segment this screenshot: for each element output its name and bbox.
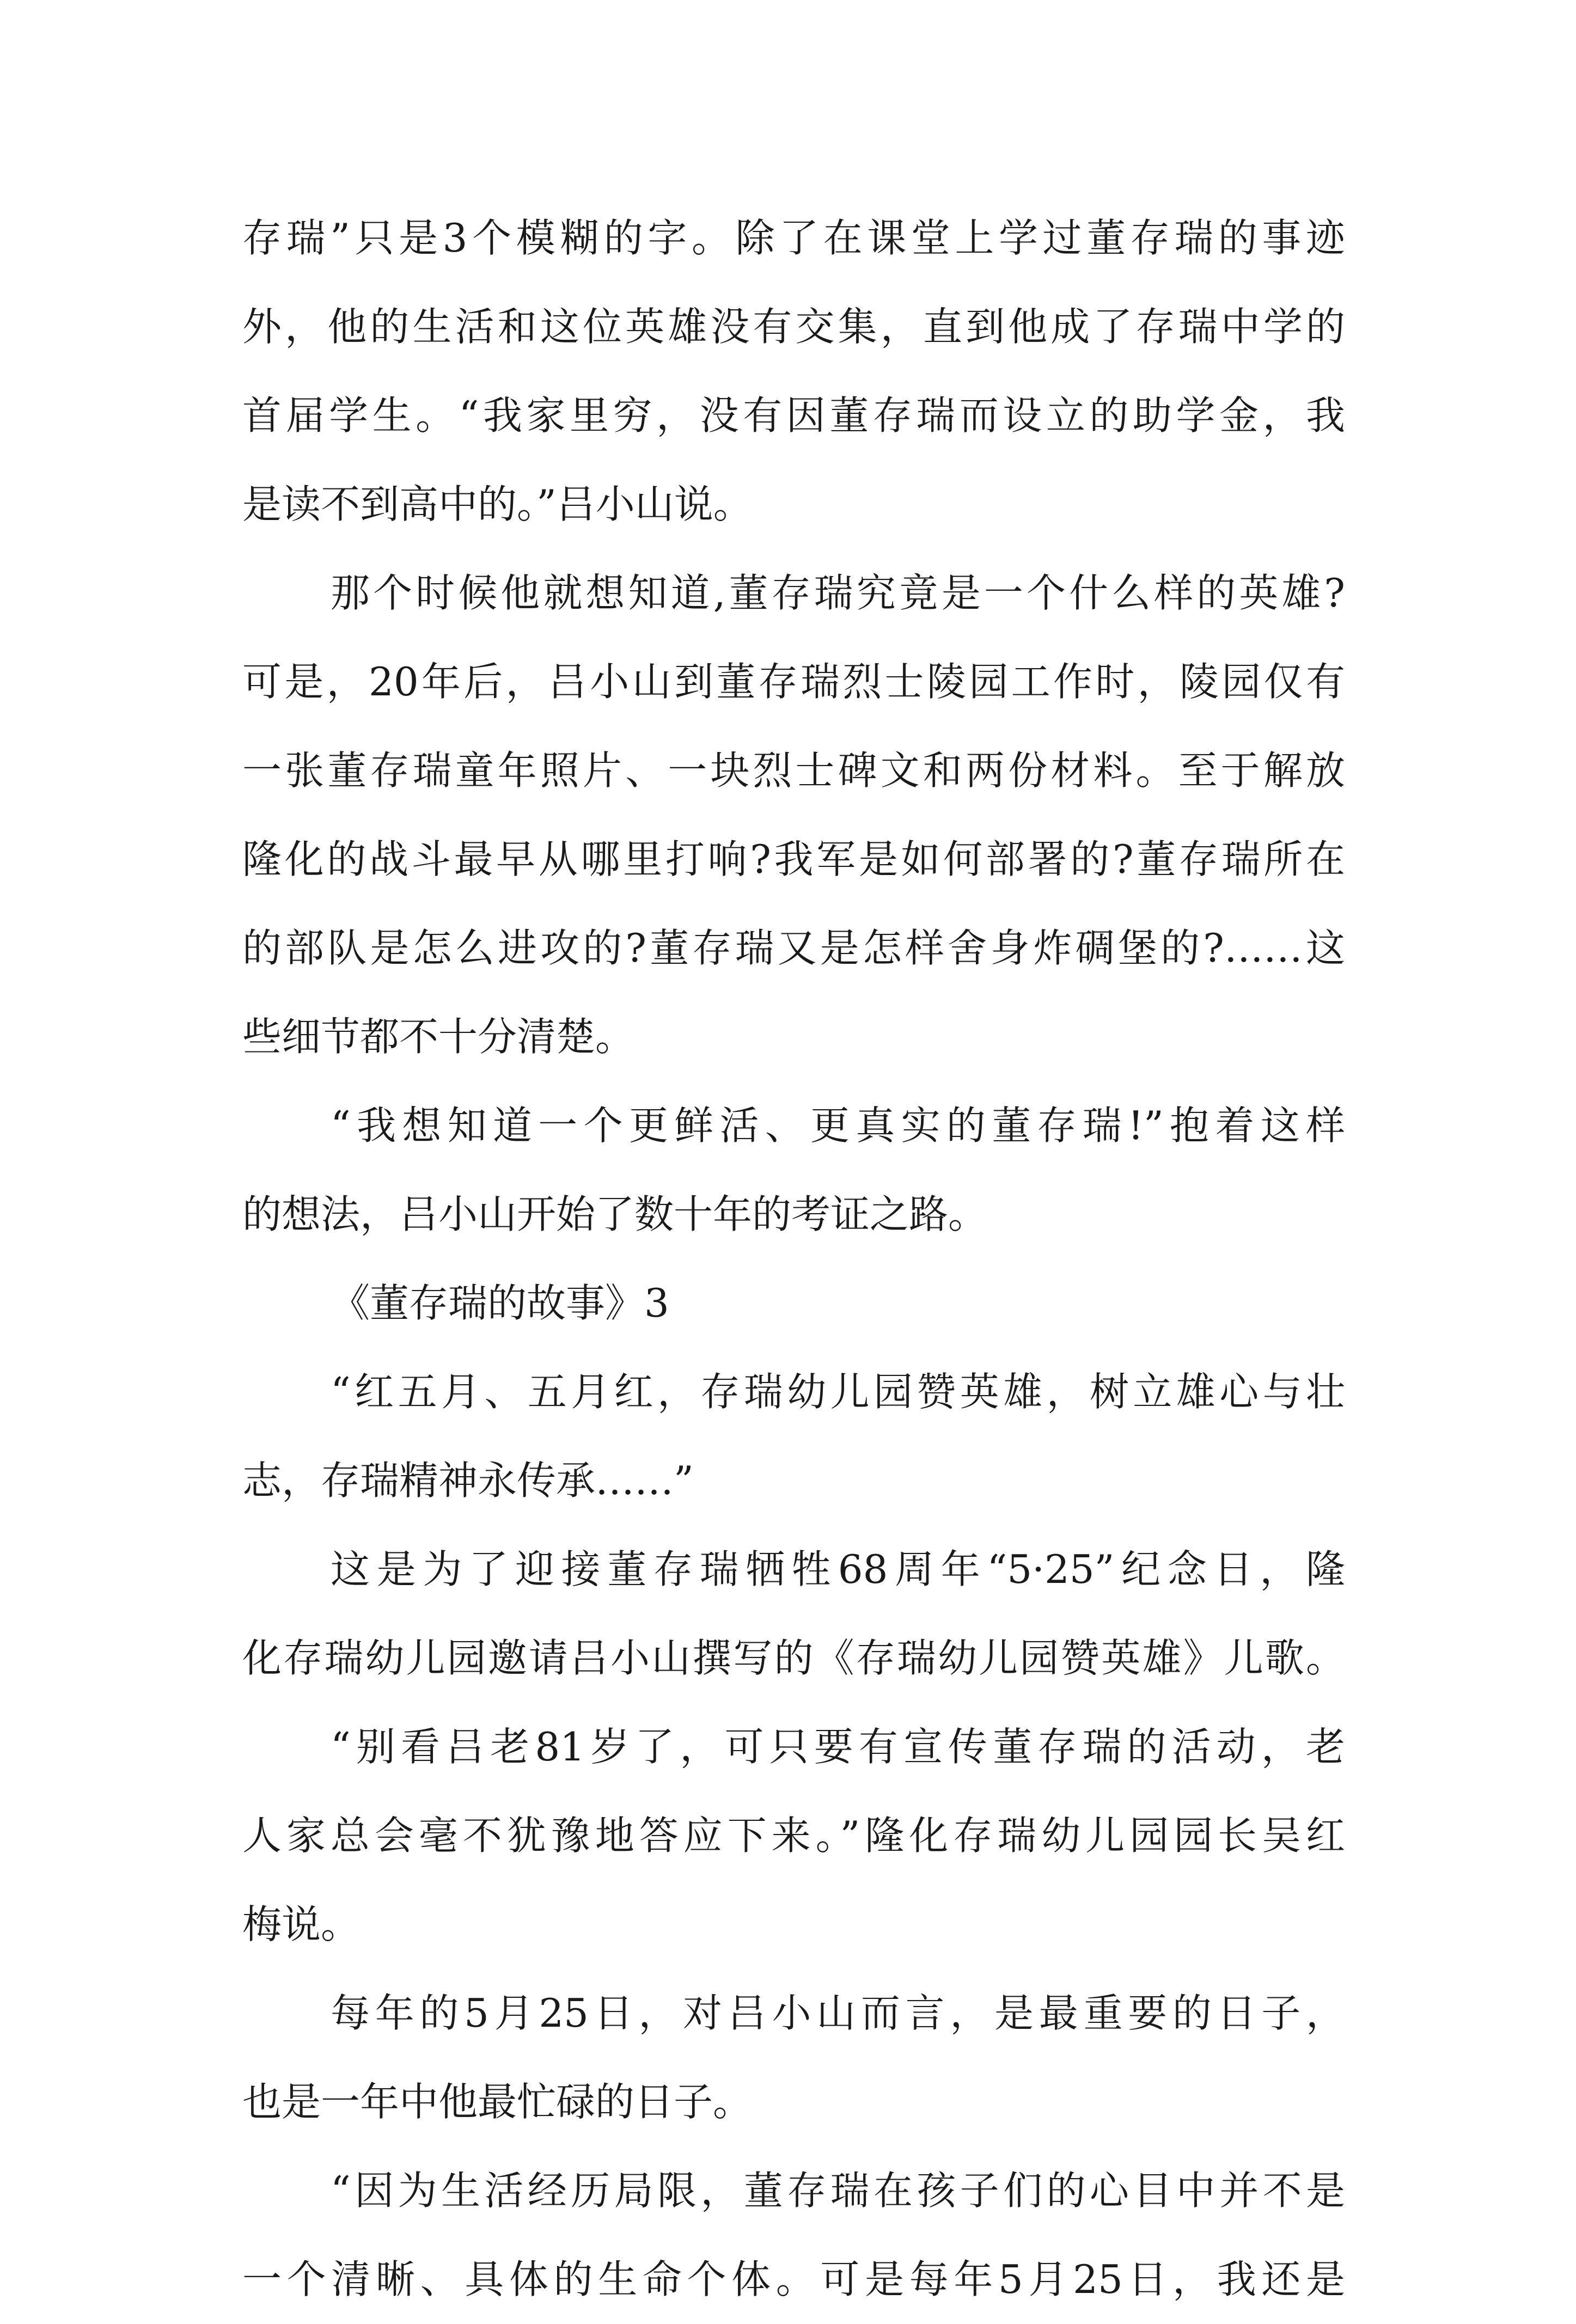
text-line: 每年的5月25日，对吕小山而言，是最重要的日子，: [331, 1990, 1345, 2036]
text-line: 是读不到高中的。”吕小山说。: [242, 481, 753, 527]
text-line: 隆化的战斗最早从哪里打响?我军是如何部署的?董存瑞所在: [242, 836, 1345, 882]
text-line: 的部队是怎么进攻的?董存瑞又是怎样舍身炸碉堡的?……这: [242, 925, 1345, 971]
text-line: 志，存瑞精神永传承……”: [242, 1458, 694, 1503]
text-line: 《董存瑞的故事》3: [331, 1280, 669, 1326]
text-line: 的想法，吕小山开始了数十年的考证之路。: [242, 1191, 988, 1237]
body-text: [242, 194, 1345, 2324]
text-line: 一张董存瑞童年照片、一块烈士碑文和两份材料。至于解放: [242, 748, 1345, 793]
text-line: 这是为了迎接董存瑞牺牲68周年“5·25”纪念日，隆: [331, 1546, 1345, 1592]
text-line: 可是，20年后，吕小山到董存瑞烈士陵园工作时，陵园仅有: [242, 659, 1345, 705]
text-line: 首届学生。“我家里穷，没有因董存瑞而设立的助学金，我: [242, 393, 1345, 438]
text-line: 存瑞”只是3个模糊的字。除了在课堂上学过董存瑞的事迹: [242, 215, 1345, 261]
text-line: 人家总会毫不犹豫地答应下来。”隆化存瑞幼儿园园长吴红: [242, 1813, 1345, 1858]
text-line: 些细节都不十分清楚。: [242, 1014, 635, 1060]
text-line: “别看吕老81岁了，可只要有宣传董存瑞的活动，老: [331, 1724, 1345, 1770]
text-line: 梅说。: [242, 1901, 361, 1947]
text-line: 化存瑞幼儿园邀请吕小山撰写的《存瑞幼儿园赞英雄》儿歌。: [242, 1635, 1345, 1681]
text-line: “红五月、五月红，存瑞幼儿园赞英雄，树立雄心与壮: [331, 1369, 1345, 1415]
text-line: 外，他的生活和这位英雄没有交集，直到他成了存瑞中学的: [242, 304, 1345, 350]
text-line: 那个时候他就想知道,董存瑞究竟是一个什么样的英雄?: [331, 570, 1345, 616]
text-line: 也是一年中他最忙碌的日子。: [242, 2079, 753, 2125]
text-line: 一个清晰、具体的生命个体。可是每年5月25日，我还是: [242, 2256, 1345, 2302]
text-line: “我想知道一个更鲜活、更真实的董存瑞!”抱着这样: [331, 1103, 1345, 1148]
text-line: “因为生活经历局限，董存瑞在孩子们的心目中并不是: [331, 2168, 1345, 2213]
